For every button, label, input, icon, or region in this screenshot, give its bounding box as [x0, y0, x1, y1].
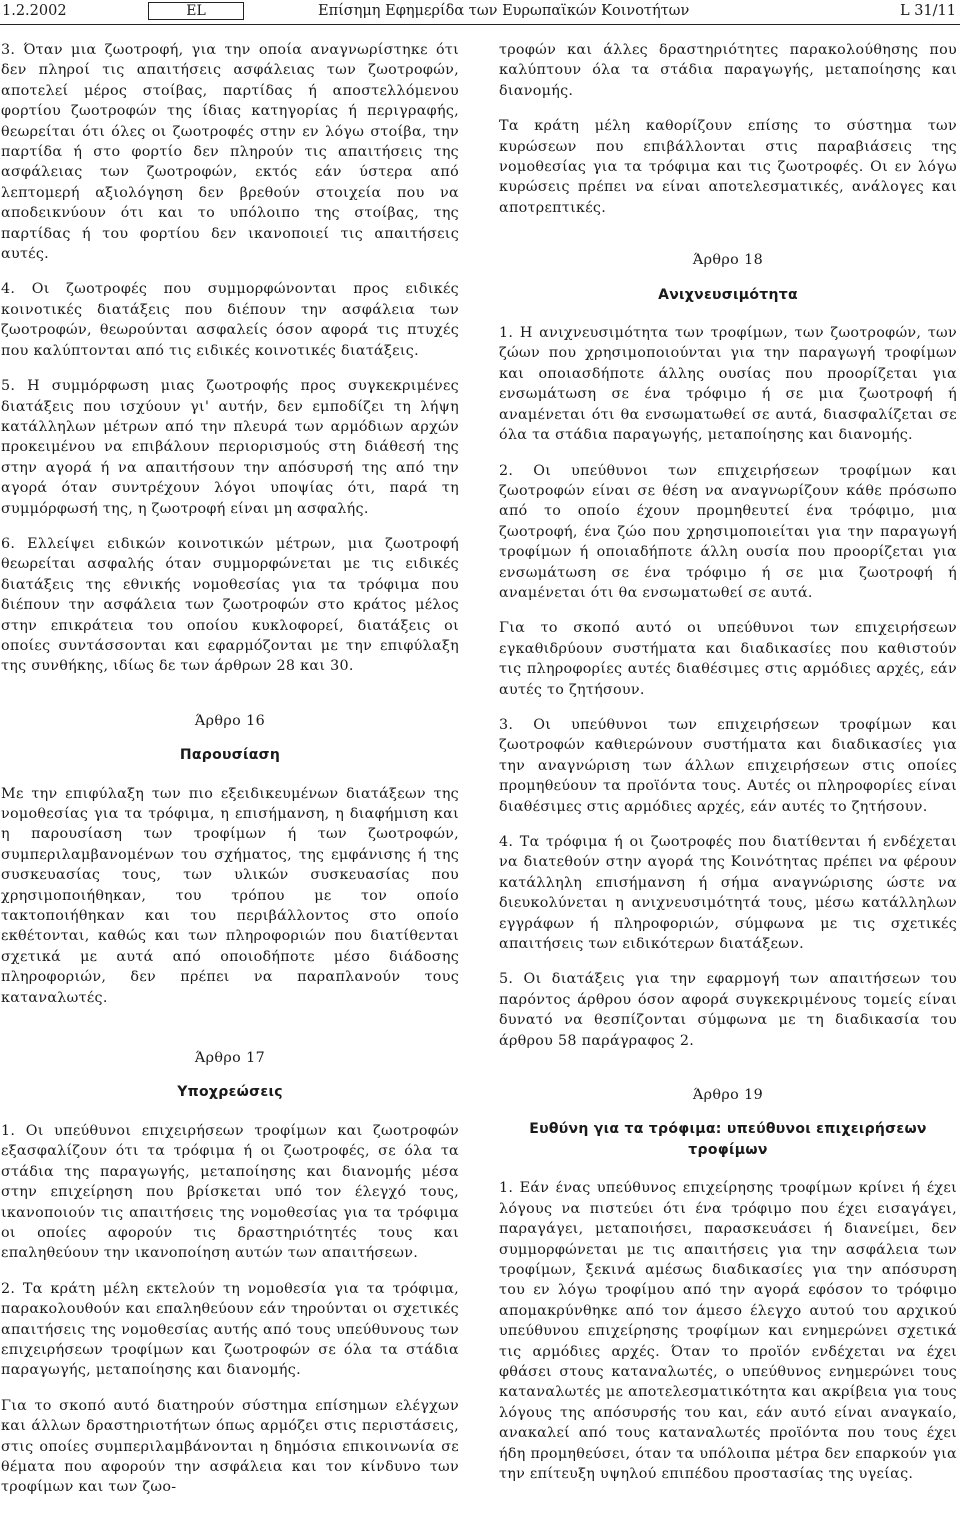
continuation-text: τροφών και άλλες δραστηριότητες παρακολούθησης που καλύπτουν όλα τα στάδια παραγωγής, μεταποίησης και διανομής.	[499, 42, 957, 99]
article-16-text: Με την επιφύλαξη των πιο εξειδικευμένων διατάξεων της νομοθεσίας για τα τρόφιμα, η επισήμανση, η διαφήμιση και η παρουσίαση των τροφίμων ή των ζωοτροφών, συμπεριλαμβανομένων του σχήματος, της εμφάνισης ή της συσκευασίας τους, των υλικών συσκευασίας που χρησιμοποιήθηκαν, του τρόπου με τον οποίο τακτοποιήθηκαν και του περιβάλλοντος στο οποίο εκθέτονται, καθώς και των πληροφοριών που διατίθενται σχετικά με αυτά από οποιοδήποτε μέσο διάδοσης πληροφοριών, δεν πρέπει να παραπλανούν τους καταναλωτές.	[1, 785, 459, 1006]
left-column	[1, 40, 459, 1513]
article-16-heading: Παρουσίαση	[179, 747, 281, 764]
article-18-paragraph-2: 2. Οι υπεύθυνοι των επιχειρήσεων τροφίμων και ζωοτροφών είναι σε θέση να αναγνωρίζουν κάθε πρόσωπο από το οποίο έχουν προμηθευτεί ένα τρόφιμο, μια ζωοτροφή, ένα ζώο που χρησιμοποιείται για την παραγωγή τροφίμων ή οποιαδήποτε άλλη ουσία που προορίζεται για ενσωμάτωση σε ένα τρόφιμο ή σε μια ζωοτροφή ή αναμένεται ότι θα ενσωματωθεί σε αυτά.	[499, 462, 957, 601]
article-18-paragraph-3: 3. Οι υπεύθυνοι των επιχειρήσεων τροφίμων και ζωοτροφών καθιερώνουν συστήματα και διαδικασίες για την αναγνώριση των άλλων επιχειρήσεων στις οποίες προμηθεύουν τα προϊόντα τους. Αυτές οι πληροφορίες είναι διαθέσιμες στις αρμόδιες αρχές, εάν αυτές το ζητήσουν.	[499, 716, 957, 815]
page-header	[0, 0, 960, 26]
article-19-title: Άρθρο 19	[692, 1087, 764, 1104]
article-18-paragraph-2b: Για το σκοπό αυτό οι υπεύθυνοι των επιχειρήσεων εγκαθιδρύουν συστήματα και διαδικασίες που καθιστούν τις πληροφορίες αυτές διαθέσιμες στις αρμόδιες αρχές, εάν αυτές το ζητήσουν.	[499, 620, 957, 698]
right-column	[499, 40, 957, 1499]
article-18-title: Άρθρο 18	[692, 252, 764, 269]
article-18-paragraph-1: 1. Η ανιχνευσιμότητα των τροφίμων, των ζωοτροφών, των ζώων που χρησιμοποιούνται για την παραγωγή τροφίμων και οποιασδήποτε άλλης ουσίας που προορίζεται για ενσωμάτωση σε ένα τρόφιμο ή σε μια ζωοτροφή ή αναμένεται ότι θα ενσωματωθεί σε αυτά, διασφαλίζεται σε όλα τα στάδια παραγωγής, μεταποίησης και διανομής.	[499, 325, 957, 444]
paragraph-4: 4. Οι ζωοτροφές που συμμορφώνονται προς ειδικές κοινοτικές διατάξεις που διέπουν την ασφάλεια των ζωοτροφών, θεωρούνται ασφαλείς όσον αφορά τις πτυχές που καλύπτονται από τις ειδικές κοινοτικές διατάξεις.	[1, 281, 459, 359]
article-18-paragraph-5: 5. Οι διατάξεις για την εφαρμογή των απαιτήσεων του παρόντος άρθρου όσον αφορά συγκεκριμένους τομείς είναι δυνατό να θεσπίζονται σύμφωνα με τη διαδικασία του άρθρου 58 παράγραφος 2.	[499, 971, 957, 1049]
sanctions-text: Τα κράτη μέλη καθορίζουν επίσης το σύστημα των κυρώσεων που επιβάλλονται στις παραβιάσεις της νομοθεσίας για τα τρόφιμα και τις ζωοτροφές. Οι εν λόγω κυρώσεις πρέπει να είναι αποτελεσματικές, ανάλογες και αποτρεπτικές.	[499, 118, 957, 216]
article-17-paragraph-1: 1. Οι υπεύθυνοι επιχειρήσεων τροφίμων και ζωοτροφών εξασφαλίζουν ότι τα τρόφιμα ή οι ζωοτροφές, σε όλα τα στάδια της παραγωγής, μεταποίησης και διανομής μέσα στην επιχείρηση που βρίσκεται υπό τον έλεγχό τους, ικανοποιούν τις απαιτήσεις της νομοθεσίας για τα τρόφιμα οι οποίες αφορούν τις δραστηριότητές τους και επαληθεύουν την ικανοποίηση αυτών των απαιτήσεων.	[1, 1122, 459, 1262]
article-17-title: Άρθρο 17	[194, 1050, 266, 1067]
article-17-heading: Υποχρεώσεις	[177, 1084, 283, 1101]
paragraph-3: 3. Όταν μια ζωοτροφή, για την οποία αναγνωρίστηκε ότι δεν πληροί τις απαιτήσεις ασφάλειας των ζωοτροφών, αποτελεί μέρος στοίβας, παρτίδας ή αποστελλόμενου φορτίου ζωοτροφών της ίδιας κατηγορίας ή περιγραφής, θεωρείται ότι όλες οι ζωοτροφές στην εν λόγω στοίβα, την παρτίδα ή στο φορτίο δεν πληρούν τις απαιτήσεις της ασφάλειας των ζωοτροφών, εκτός εάν ύστερα από λεπτομερή αξιολόγηση δεν βρεθούν στοιχεία που να αποδεικνύουν ότι και το υπόλοιπο της στοίβας, της παρτίδας ή του φορτίου δεν ικανοποιεί τις απαιτήσεις αυτές.	[1, 42, 459, 263]
paragraph-5: 5. Η συμμόρφωση μιας ζωοτροφής προς συγκεκριμένες διατάξεις που ισχύουν γι' αυτήν, δεν εμποδίζει τη λήψη κατάλληλων μέτρων από την πλευρά των αρμόδιων αρχών προκειμένου να επιβάλουν περιορισμούς στη διάθεσή της στην αγορά ή να απαιτήσουν την απόσυρσή της από την αγορά όταν συντρέχουν λόγοι υποψίας ότι, παρά τη συμμόρφωσή της, η ζωοτροφή είναι μη ασφαλής.	[1, 378, 459, 517]
page-number: L 31/11	[899, 3, 956, 19]
paragraph-6: 6. Ελλείψει ειδικών κοινοτικών μέτρων, μια ζωοτροφή θεωρείται ασφαλής όταν συμμορφώνεται με τις ειδικές διατάξεις της εθνικής νομοθεσίας για τα τρόφιμα που διέπουν την ασφάλεια των ζωοτροφών στο κράτος μέλος στην επικράτεια του οποίου κυκλοφορεί, διατάξεις οι οποίες συντάσσονται και εφαρμόζονται με την επιφύλαξη της συνθήκης, ιδίως δε των άρθρων 28 και 30.	[1, 535, 459, 675]
article-19-heading: Ευθύνη για τα τρόφιμα: υπεύθυνοι επιχειρήσεων τροφίμων	[529, 1121, 927, 1158]
article-17-paragraph-3: Για το σκοπό αυτό διατηρούν σύστημα επίσημων ελέγχων και άλλων δραστηριοτήτων όπως αρμόζει στις περιστάσεις, στις οποίες συμπεριλαμβάνονται η δημόσια επικοινωνία σε θέματα που αφορούν την ασφάλεια και τον κίνδυνο των τροφίμων και των ζωο-	[1, 1397, 459, 1496]
language-box: EL	[148, 2, 244, 20]
publication-date: 1.2.2002	[2, 3, 67, 19]
journal-title: Επίσημη Εφημερίδα των Ευρωπαϊκών Κοινοτήτων	[318, 3, 690, 19]
article-18-heading: Ανιχνευσιμότητα	[658, 286, 798, 303]
article-19-paragraph-1: 1. Εάν ένας υπεύθυνος επιχείρησης τροφίμων κρίνει ή έχει λόγους να πιστεύει ότι ένα τρόφιμο που έχει εισαγάγει, παραγάγει, μεταποιήσει, παρασκευάσει ή διανείμει, δεν συμμορφώνεται με τις απαιτήσεις για την ασφάλεια των τροφίμων, ξεκινά αμέσως διαδικασίες για την απόσυρση του εν λόγω τροφίμου από την αγορά εφόσον το τρόφιμο απομακρύνθηκε από τον άμεσο έλεγχο αυτού του αρχικού υπεύθυνου επιχείρησης τροφίμων και ενημερώνει σχετικά τις αρμόδιες αρχές. Όταν το προϊόν ενδέχεται να έχει φθάσει στους καταναλωτές, ο υπεύθυνος ενημερώνει τους καταναλωτές με αποτελεσματικότητα και ακρίβεια για τους λόγους της απόσυρσής του και, εάν αυτό είναι αναγκαίο, ανακαλεί από τους καταναλωτές προϊόντα που τους έχει ήδη προμηθεύσει, όταν τα υπόλοιπα μέτρα δεν επαρκούν για την επίτευξη υψηλού επιπέδου προστασίας της υγείας.	[499, 1180, 957, 1482]
article-17-paragraph-2: 2. Τα κράτη μέλη εκτελούν τη νομοθεσία για τα τρόφιμα, παρακολουθούν και επαληθεύουν εάν τηρούνται οι σχετικές απαιτήσεις της νομοθεσίας αυτής από τους υπεύθυνους των επιχειρήσεων τροφίμων και ζωοτροφών σε όλα τα στάδια παραγωγής, μεταποίησης και διανομής.	[1, 1280, 459, 1379]
article-16-title: Άρθρο 16	[194, 712, 266, 729]
article-18-paragraph-4: 4. Τα τρόφιμα ή οι ζωοτροφές που διατίθενται ή ενδέχεται να διατεθούν στην αγορά της Κοινότητας πρέπει να φέρουν κατάλληλη επισήμανση ή σήμα αναγνώρισης ώστε να διευκολύνεται η ανιχνευσιμότητά τους, μέσω κατάλληλων εγγράφων ή πληροφοριών, σύμφωνα με τις σχετικές απαιτήσεις των ειδικότερων διατάξεων.	[499, 834, 957, 953]
header-rule	[0, 24, 960, 25]
